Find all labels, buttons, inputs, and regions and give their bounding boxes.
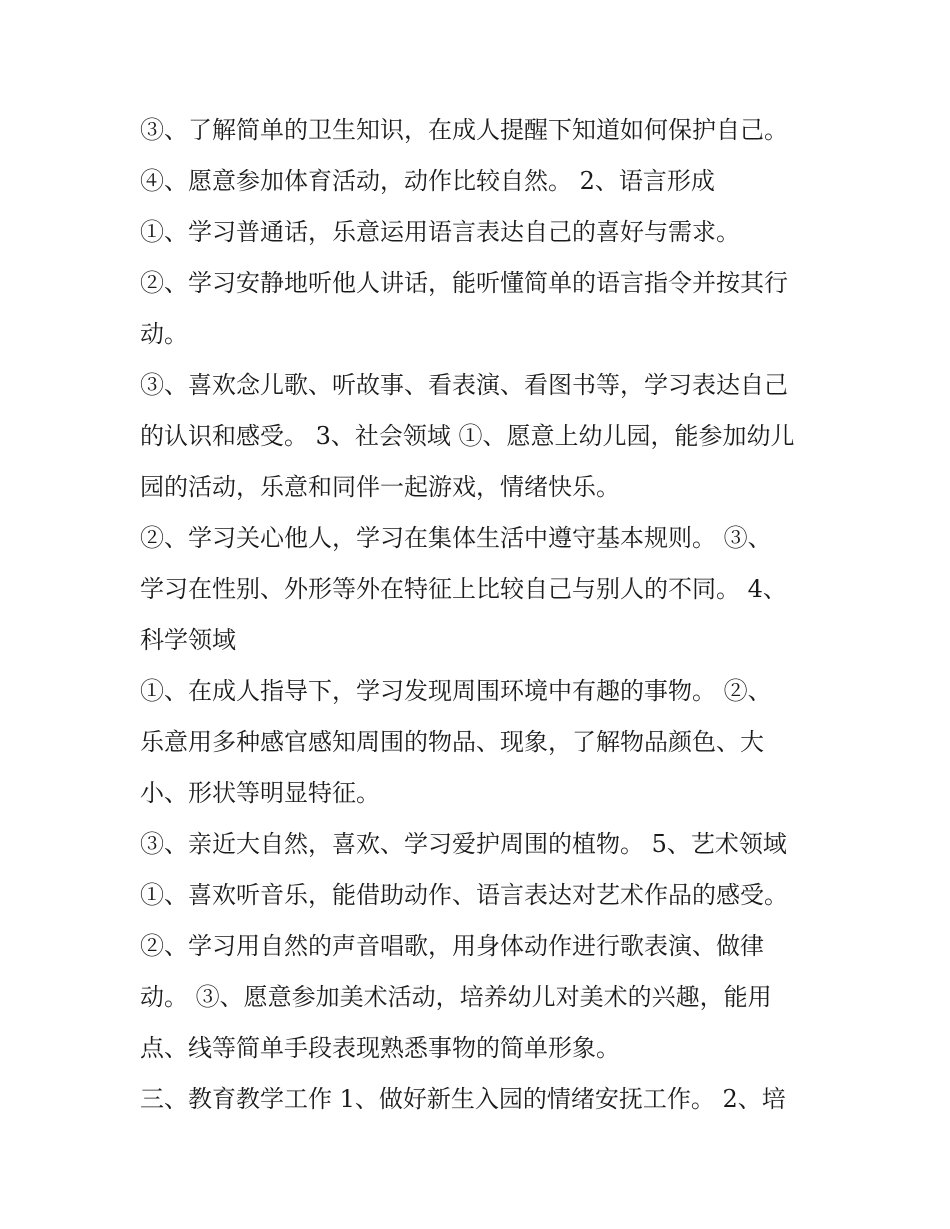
text-line: 科学领域: [140, 626, 236, 654]
text-line: 小、形状等明显特征。: [140, 779, 380, 807]
text-line: 动。: [140, 320, 188, 348]
text-line: ④、愿意参加体育活动，动作比较自然。 2、语言形成: [140, 167, 715, 195]
text-line: ①、在成人指导下，学习发现周围环境中有趣的事物。 ②、: [140, 677, 772, 705]
text-line: 三、教育教学工作 1、做好新生入园的情绪安抚工作。 2、培: [140, 1085, 786, 1113]
text-line: 学习在性别、外形等外在特征上比较自己与别人的不同。 4、: [140, 575, 787, 603]
text-line: ③、喜欢念儿歌、听故事、看表演、看图书等，学习表达自己: [140, 371, 788, 399]
text-line: 动。 ③、愿意参加美术活动，培养幼儿对美术的兴趣，能用: [140, 983, 772, 1011]
text-line: ②、学习安静地听他人讲话，能听懂简单的语言指令并按其行: [140, 269, 788, 297]
text-line: 的认识和感受。 3、社会领域 ①、愿意上幼儿园，能参加幼儿: [140, 422, 795, 450]
text-line: ①、学习普通话，乐意运用语言表达自己的喜好与需求。: [140, 218, 740, 246]
text-line: ②、学习用自然的声音唱歌，用身体动作进行歌表演、做律: [140, 932, 764, 960]
text-line: 点、线等简单手段表现熟悉事物的简单形象。: [140, 1034, 620, 1062]
text-line: 园的活动，乐意和同伴一起游戏，情绪快乐。: [140, 473, 620, 501]
text-line: 乐意用多种感官感知周围的物品、现象，了解物品颜色、大: [140, 728, 764, 756]
text-line: ③、亲近大自然，喜欢、学习爱护周围的植物。 5、艺术领域: [140, 830, 787, 858]
text-line: ③、了解简单的卫生知识，在成人提醒下知道如何保护自己。: [140, 116, 788, 144]
body-text: [140, 105, 820, 1125]
text-line: ①、喜欢听音乐，能借助动作、语言表达对艺术作品的感受。: [140, 881, 788, 909]
text-line: ②、学习关心他人，学习在集体生活中遵守基本规则。 ③、: [140, 524, 772, 552]
